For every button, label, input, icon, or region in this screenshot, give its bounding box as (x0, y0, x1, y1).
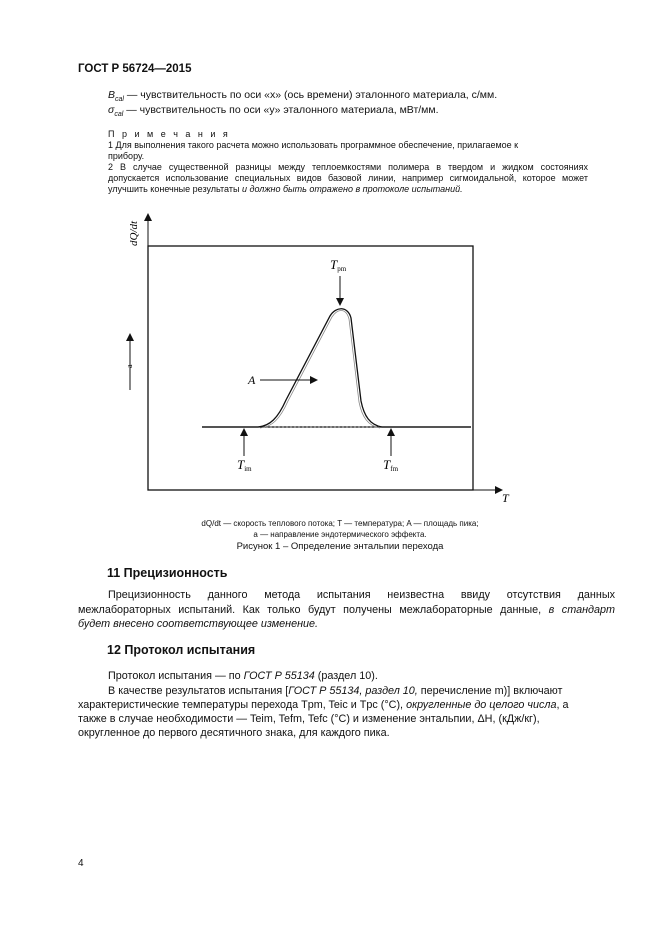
page-number: 4 (78, 858, 84, 869)
y-axis-label: dQ/dt (128, 220, 140, 246)
section-12-line-3 (78, 698, 569, 713)
section-11-line-3 (78, 617, 318, 632)
note-2-line-3 (108, 184, 463, 196)
section-12-line-5: округленное до первого десятичного знака, для каждого пика. (78, 727, 390, 739)
section-12-line-1 (108, 669, 378, 684)
definition-subscript: cal (115, 96, 124, 104)
note-2-line-1: 2 В случае существенной разницы между теплоемкостями полимера в твердом и жидком состояниях (108, 162, 588, 172)
peak-curve (202, 309, 471, 427)
document-header: ГОСТ Р 56724—2015 (78, 63, 192, 75)
definition-text: — чувствительность по оси «y» эталонного материала, мВт/мм. (123, 104, 439, 116)
section-12-text: Протокол испытания — по (108, 670, 244, 682)
direction-label: a (125, 364, 134, 368)
section-12-text: перечисление m)] включают (417, 685, 563, 697)
figure-caption-line-1: dQ/dt — скорость теплового потока; T — температура; A — площадь пика; (201, 519, 479, 528)
figure-caption-line-2: a — направление эндотермического эффекта. (253, 530, 427, 539)
section-12-italic: ГОСТ Р 55134, раздел 10, (288, 685, 418, 697)
definition-symbol: B (108, 89, 116, 101)
section-11-text: межлабораторных испытаний. Как только будут получены межлабораторные данные, (78, 604, 549, 616)
section-12-italic: ГОСТ Р 55134 (243, 670, 315, 682)
section-12-text: В качестве результатов испытания [ (108, 685, 289, 697)
peak-temperature-label: Tpm (330, 257, 347, 273)
section-12-italic: округленные до целого числа (406, 699, 557, 711)
section-11-line-2 (78, 603, 615, 618)
notes-title: П р и м е ч а н и я (108, 129, 231, 139)
section-11-italic: в стандарт (548, 604, 615, 616)
section-12-heading: 12 Протокол испытания (107, 643, 256, 657)
section-12-text: характеристические температуры перехода (78, 699, 302, 711)
section-12-text: , а (556, 699, 569, 711)
note-1-line-1: 1 Для выполнения такого расчета можно использовать программное обеспечение, прилагаемое к (108, 140, 519, 150)
section-12-text: (раздел 10). (314, 670, 378, 682)
definition-subscript: cal (114, 111, 124, 119)
section-11-line-1: Прецизионность данного метода испытания неизвестна ввиду отсутствия данных (108, 589, 615, 601)
area-label: A (248, 373, 256, 387)
start-temperature-label: Tim (237, 457, 252, 473)
enthalpy-figure (110, 206, 510, 512)
section-12-text: Tpm, Teic и Tpc (°C), (301, 699, 407, 711)
x-axis-label: T (502, 491, 509, 505)
note-2-line-2: допускается использование специальных видов базовой линии, например сигмоидальной, которое может (108, 173, 588, 183)
plot-frame (148, 246, 473, 490)
definition-text: — чувствительность по оси «x» (ось времени) эталонного материала, с/мм. (123, 89, 498, 101)
note-text: улучшить конечные результаты (108, 184, 242, 194)
section-12-line-2 (108, 684, 562, 699)
section-11-italic: будет внесено соответствующее изменение. (78, 618, 319, 630)
section-12-line-4: также в случае необходимости — Teim, Tefm, Tefc (°C) и изменение энтальпии, ΔH, (кДж/кг), (78, 713, 540, 725)
peak-curve-shadow (260, 310, 380, 428)
note-1-line-2: прибору. (108, 151, 145, 161)
definition-symbol: σ (108, 104, 115, 116)
end-temperature-label: Tfm (383, 457, 399, 473)
figure-title: Рисунок 1 – Определение энтальпии перехода (236, 541, 444, 552)
definition-sigma-cal (108, 103, 439, 122)
section-11-heading: 11 Прецизионность (107, 566, 228, 580)
note-italic-text: и должно быть отражено в протоколе испытаний. (241, 184, 463, 194)
